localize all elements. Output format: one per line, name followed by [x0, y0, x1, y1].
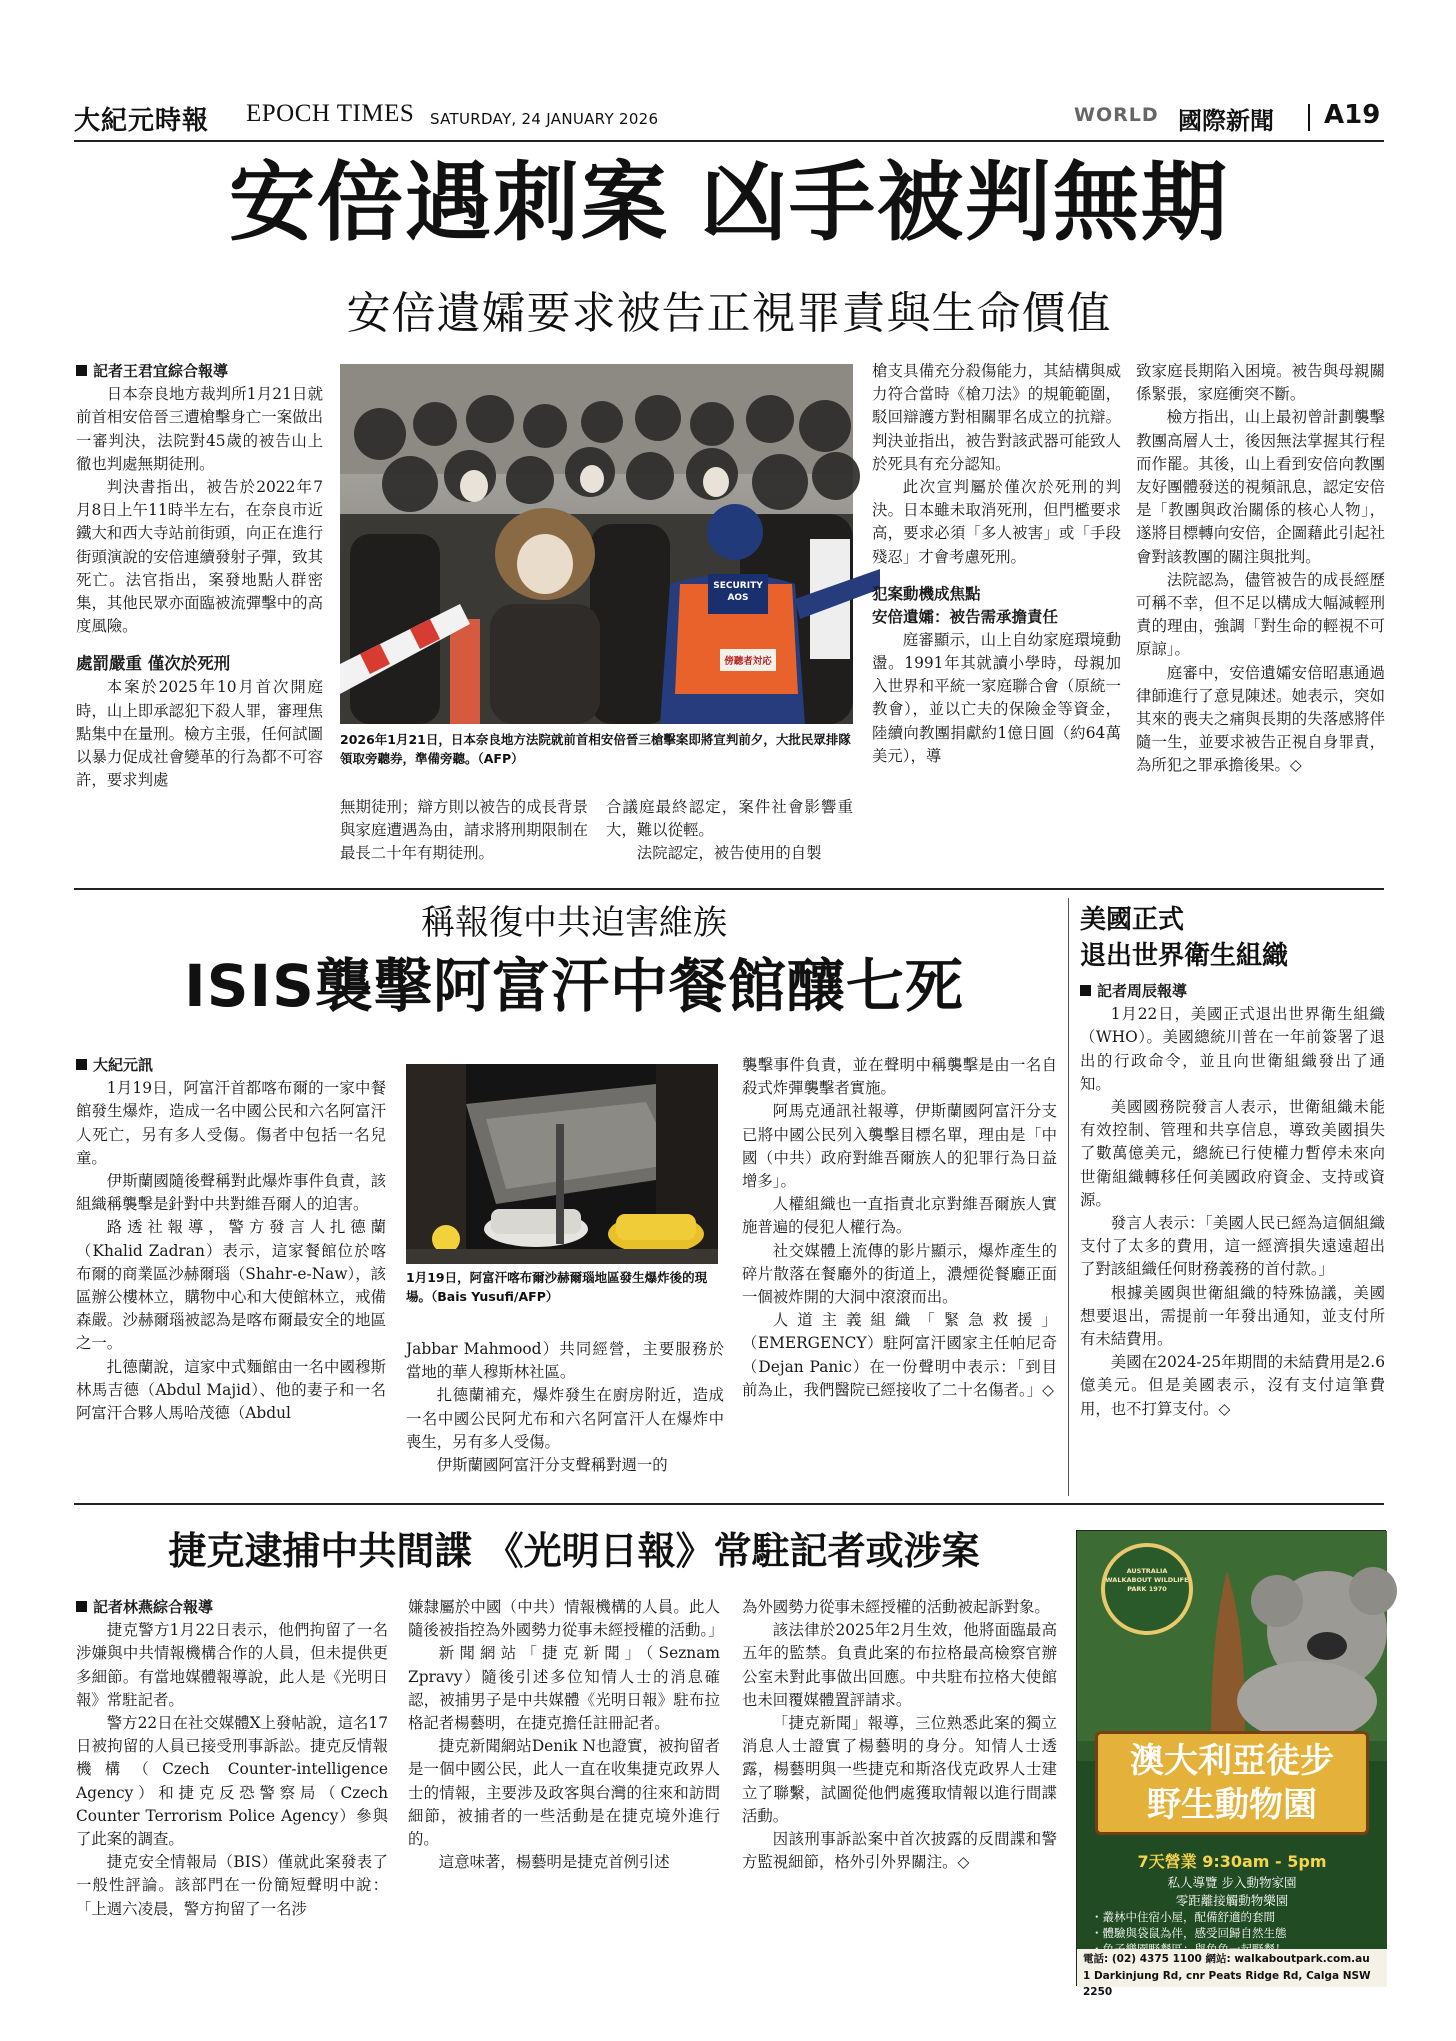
ad-bullet-2: ・體驗與袋鼠為伴，感受回歸自然生態: [1091, 1926, 1287, 1940]
masthead-rule: [74, 140, 1384, 142]
isis-paragraph: 阿馬克通訊社報導，伊斯蘭國阿富汗分支已將中國公民列入襲擊目標名單，理由是「中國（中共）政府對維吾爾族人的犯罪行為日益增多」。: [742, 1102, 1057, 1191]
lead-paragraph: 法院認為，儘管被告的成長經歷可稱不幸，但不足以構成大幅減輕刑責的理由，強調「對生命的輕視不可原諒」。: [1136, 570, 1385, 659]
lead-photo: [340, 364, 853, 724]
lead-paragraph: 槍支具備充分殺傷能力，其結構與威力符合當時《槍刀法》的規範範圍，駁回辯護方對相關罪名成立的抗辯。判決並指出，被告對該武器可能致人於死具有充分認知。: [872, 362, 1121, 473]
lead-col-3: [606, 796, 853, 880]
isis-photo: [406, 1064, 718, 1264]
section-zh: 國際新聞: [1178, 107, 1274, 135]
ad-title-2: 野生動物園: [1147, 1785, 1317, 1825]
who-paragraph: 1月22日，美國正式退出世界衛生組織（WHO）。美國總統川普在一年前簽署了退出的行政命令，並且向世衛組織發出了通知。: [1080, 1005, 1385, 1093]
masthead: [74, 98, 1384, 138]
crowd-photo-graphic: [340, 364, 853, 724]
czech-col-2: [408, 1596, 724, 1988]
czech-paragraph: 嫌隸屬於中國（中共）情報機構的人員。此人隨後被指控為外國勢力從事未經授權的活動。」: [408, 1598, 724, 1640]
ad-hours: 7天營業 9:30am - 5pm: [1137, 1852, 1327, 1871]
isis-col-2: [406, 1338, 724, 1490]
byline-square-icon: [1080, 985, 1091, 996]
lead-paragraph: 無期徒刑；辯方則以被告的成長背景與家庭遭遇為由，請求將刑期限制在最長二十年有期徒刑。: [340, 798, 588, 863]
byline-square-icon: [76, 1059, 87, 1070]
czech-paragraph: 這意味著，楊藝明是捷克首例引述: [438, 1853, 670, 1872]
lead-paragraph: 日本奈良地方裁判所1月21日就前首相安倍晉三遭槍擊身亡一案做出一審判決，法院對45歲的被告山上徹也判處無期徒刑。: [76, 385, 323, 473]
isis-paragraph: Jabbar Mahmood）共同經營，主要服務於當地的華人穆斯林社區。: [406, 1340, 724, 1382]
isis-paragraph: 人權組織也一直指責北京對維吾爾族人實施普遍的侵犯人權行為。: [742, 1195, 1057, 1237]
lead-photo-caption: 2026年1月21日，日本奈良地方法院就前首相安倍晉三槍擊案即將宣判前夕，大批民眾排隊領取旁聽券，準備旁聽。（AFP）: [340, 732, 851, 766]
czech-byline: 記者林燕綜合報導: [93, 1598, 214, 1616]
page-number: A19: [1324, 100, 1381, 130]
isis-col-3: [742, 1054, 1057, 1490]
section-rule: [74, 888, 1384, 890]
lead-paragraph: 檢方指出，山上最初曾計劃襲擊教團高層人士，後因無法掌握其行程而作罷。其後，山上看到安倍向教團友好團體發送的視頻訊息，認定安倍是「教團與政治關係的核心人物」，遂將目標轉向安倍，企圖藉此引起社會對該教團的關注與批判。: [1136, 408, 1385, 566]
isis-paragraph: 路透社報導，警方發言人扎德蘭（Khalid Zadran）表示，這家餐館位於喀布爾的商業區沙赫爾瑙（Shahr-e-Naw），該區辦公樓林立，購物中心和大使館林立，戒備森嚴。沙赫爾瑙被認為是喀布爾最安全的地區之一。: [76, 1218, 386, 1353]
blast-scene-graphic: [406, 1064, 718, 1264]
czech-paragraph: 「捷克新聞」報導，三位熟悉此案的獨立消息人士證實了楊藝明的身分。知情人士透露，楊藝明與一些捷克和斯洛伐克政界人士建立了聯繫，試圖從他們處獲取情報以進行間諜活動。: [742, 1714, 1057, 1825]
czech-paragraph: 因該刑事訴訟案中首次披露的反間諜和警方監視細節，格外引外界關注。◇: [742, 1830, 1057, 1872]
czech-paragraph: 新聞網站「捷克新聞」（Seznam Zpravy）隨後引述多位知情人士的消息確認，被捕男子是中共媒體《光明日報》駐布拉格記者楊藝明，在捷克擔任註冊記者。: [408, 1644, 720, 1733]
czech-paragraph: 捷克新聞網站Denik N也證實，被拘留者是一個中國公民，此人一直在收集捷克政界人士的情報，主要涉及政客與台灣的往來和訪問細節，被捕者的一些活動是在捷克境外進行的。: [408, 1737, 720, 1849]
section-en: WORLD: [1074, 104, 1159, 126]
lead-paragraph: 判決書指出，被告於2022年7月8日上午11時半左右，在奈良市近鐵大和西大寺站前街頭，向正在進行街頭演說的安倍連續發射子彈，致其死亡。法官指出，案發地點人群密集，其他民眾亦面臨被流彈擊中的高度風險。: [76, 478, 323, 636]
czech-paragraph: 為外國勢力從事未經授權的活動被起訴對象。: [742, 1598, 1050, 1616]
czech-col-3: [742, 1596, 1057, 1988]
lead-subhead: 處罰嚴重 僅次於死刑: [76, 654, 231, 674]
lead-byline: 記者王君宜綜合報導: [93, 362, 229, 380]
czech-paragraph: 捷克安全情報局（BIS）僅就此案發表了一般性評論。該部門在一份簡短聲明中說：「上週六凌晨，警方拘留了一名涉: [76, 1853, 388, 1918]
column-divider: [1068, 898, 1069, 1496]
masthead-logo: 大紀元時報: [74, 106, 210, 136]
byline-square-icon: [76, 1601, 87, 1612]
isis-paragraph: 伊斯蘭國隨後聲稱對此爆炸事件負責，該組織稱襲擊是針對中共對維吾爾人的迫害。: [76, 1172, 386, 1214]
isis-paragraph: 扎德蘭補充，爆炸發生在廚房附近，造成一名中國公民阿尤布和六名阿富汗人在爆炸中喪生，另有多人受傷。: [406, 1386, 724, 1451]
isis-headline: ISIS襲擊阿富汗中餐館釀七死: [184, 952, 964, 1020]
vest-text: SECURITY AOS: [713, 581, 763, 603]
ad-line-2: 零距離接觸動物樂園: [1175, 1893, 1289, 1908]
lead-col-5: [1136, 360, 1385, 880]
who-body: [1080, 980, 1385, 1492]
masthead-date: SATURDAY, 24 JANUARY 2026: [430, 110, 659, 128]
who-paragraph: 美國國務院發言人表示，世衛組織未能有效控制、管理和共享信息，導致美國損失了數萬億美元，總統已行使權力暫停未來向世衛組織轉移任何美國政府資金、支持或資源。: [1080, 1098, 1385, 1209]
czech-paragraph: 捷克警方1月22日表示，他們拘留了一名涉嫌與中共情報機構合作的人員，但未提供更多細節。有當地媒體報導說，此人是《光明日報》常駐記者。: [76, 1621, 388, 1709]
isis-paragraph: 伊斯蘭國阿富汗分支聲稱對週一的: [436, 1456, 668, 1475]
czech-paragraph: 警方22日在社交媒體X上發帖說，這名17日被拘留的人員已接受刑事訴訟。捷克反情報機構（Czech Counter-intelligence Agency）和捷克反恐警察局（Czech Counter Terrorism Police Agency）參與了此案的調查。: [76, 1714, 388, 1849]
wildlife-park-ad[interactable]: [1076, 1530, 1386, 1998]
lead-paragraph: 庭審中，安倍遺孀安倍昭惠通過律師進行了意見陳述。她表示，突如其來的喪夫之痛與長期的失落感將伴隨一生，並要求被告正視自身罪責，為所犯之罪承擔後果。◇: [1136, 663, 1385, 775]
lead-col-1: [76, 360, 323, 880]
ad-title-1: 澳大利亞徒步: [1130, 1741, 1334, 1781]
section-divider: [1308, 104, 1310, 131]
ad-line-1: 私人導覽 步入動物家園: [1167, 1875, 1297, 1890]
who-paragraph: 根據美國與世衛組織的特殊協議，美國想要退出，需提前一年發出通知，並支付所有未結費用。: [1080, 1283, 1385, 1349]
isis-col-1: [76, 1054, 386, 1489]
czech-paragraph: 該法律於2025年2月生效，他將面臨最高五年的監禁。負責此案的布拉格最高檢察官辦公室未對此事做出回應。中共駐布拉格大使館也未回覆媒體置評請求。: [742, 1621, 1057, 1709]
lead-subhead: 犯案動機成焦點 安倍遺孀：被告需承擔責任: [872, 584, 1059, 626]
lead-col-2: [340, 796, 588, 880]
lead-paragraph: 合議庭最終認定，案件社會影響重大，難以從輕。: [606, 798, 853, 840]
isis-paragraph: 社交媒體上流傳的影片顯示，爆炸產生的碎片散落在餐廳外的街道上，濃煙從餐廳正面一個被炸開的大洞中滾滾而出。: [742, 1241, 1057, 1307]
lead-paragraph: 法院認定，被告使用的自製: [636, 844, 822, 863]
section-rule: [74, 1503, 1384, 1505]
czech-headline: 捷克逮捕中共間諜 《光明日報》常駐記者或涉案: [168, 1529, 980, 1573]
masthead-name: EPOCH TIMES: [246, 100, 415, 127]
isis-paragraph: 襲擊事件負責，並在聲明中稱襲擊是由一名自殺式炸彈襲擊者實施。: [742, 1056, 1057, 1098]
lead-col-4: [872, 360, 1121, 880]
who-byline: 記者周辰報導: [1097, 982, 1188, 1000]
lead-paragraph: 庭審顯示，山上自幼家庭環境動盪。1991年其就讀小學時，母親加入世界和平統一家庭聯合會（原統一教會），並以亡夫的保險金等資金，陸續向教團捐獻約1億日圓（約64萬美元），導: [872, 630, 1121, 765]
byline-square-icon: [76, 365, 87, 376]
isis-kicker: 稱報復中共迫害維族: [421, 903, 727, 943]
lead-headline: 安倍遇刺案 凶手被判無期: [229, 152, 1229, 253]
isis-byline: 大紀元訊: [93, 1056, 154, 1074]
ad-phone[interactable]: 電話: (02) 4375 1100 網站: walkaboutpark.com.au: [1083, 1953, 1370, 1965]
isis-paragraph: 扎德蘭說，這家中式麵館由一名中國穆斯林馬吉德（Abdul Majid）、他的妻子和一名阿富汗合夥人馬哈茂德（Abdul: [76, 1357, 386, 1423]
isis-photo-caption: 1月19日，阿富汗喀布爾沙赫爾瑙地區發生爆炸後的現場。（Bais Yusufi/AFP）: [406, 1270, 708, 1304]
ad-address: 1 Darkinjung Rd, cnr Peats Ridge Rd, Calga NSW 2250: [1083, 1970, 1371, 1998]
lead-paragraph: 此次宣判屬於僅次於死刑的判決。日本雖未取消死刑，但門檻要求高，要求必須「多人被害」或「手段殘忍」才會考慮死刑。: [872, 478, 1121, 566]
isis-paragraph: 人道主義組織「緊急救援」（EMERGENCY）駐阿富汗國家主任帕尼奇（Dejan Panic）在一份聲明中表示：「到目前為止，我們醫院已經接收了二十名傷者。」◇: [742, 1311, 1057, 1399]
who-paragraph: 美國在2024-25年期間的未結費用是2.6億美元。但是美國表示，沒有支付這筆費用，也不打算支付。◇: [1080, 1353, 1385, 1418]
lead-subheadline: 安倍遺孀要求被告正視罪責與生命價值: [346, 288, 1112, 339]
ad-bullet-1: ・叢林中住宿小屋，配備舒適的套間: [1091, 1910, 1275, 1924]
ad-badge-text: AUSTRALIA WALKABOUT WILDLIFE PARK 1970: [1105, 1567, 1189, 1593]
lead-paragraph: 致家庭長期陷入困境。被告與母親關係緊張，家庭衝突不斷。: [1136, 362, 1385, 404]
czech-col-1: [76, 1596, 388, 1988]
isis-paragraph: 1月19日，阿富汗首都喀布爾的一家中餐館發生爆炸，造成一名中國公民和六名阿富汗人死亡，另有多人受傷。傷者中包括一名兒童。: [76, 1079, 386, 1167]
vest-badge-text: 傍聽者対応: [724, 656, 772, 667]
who-headline: 美國正式 退出世界衛生組織: [1080, 905, 1289, 971]
lead-paragraph: 本案於2025年10月首次開庭時，山上即承認犯下殺人罪，審理焦點集中在量刑。檢方主張，任何試圖以暴力促成社會變革的行為都不可容許，要求判處: [76, 678, 323, 790]
who-paragraph: 發言人表示：「美國人民已經為這個組織支付了太多的費用，這一經濟損失遠遠超出了對該組織任何財務義務的首付款。」: [1080, 1214, 1385, 1279]
